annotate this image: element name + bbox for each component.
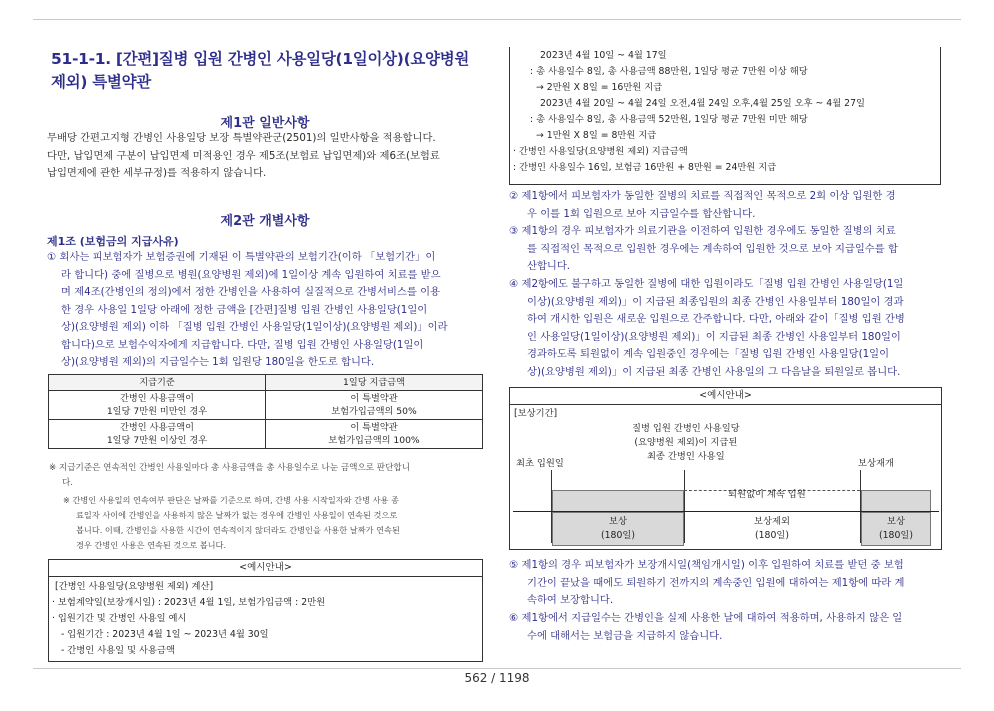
- table-row: [49, 420, 483, 449]
- article-heading: 제1조 (보험금의 지급사유): [47, 235, 179, 248]
- text-line: · 보험계약일(보장개시일) : 2023년 4월 1일, 보험가입금액 : 2만원: [52, 597, 326, 608]
- text-line: 라 합니다) 중에 질병으로 병원(요양병원 제외)에 1일이상 계속 입원하여 치료를 받으: [61, 268, 441, 281]
- text-line: 며 제4조(간병인의 정의)에서 정한 간병인을 사용하여 실질적으로 간병서비스를 이용: [61, 286, 440, 298]
- table-header-cell: 지급기준: [49, 375, 266, 391]
- text-line: ① 회사는 피보험자가 보험증권에 기재된 이 특별약관의 보험기간(이하 「보험기간」이: [47, 251, 436, 263]
- bottom-rule: [33, 668, 961, 669]
- text-line: · 입원기간 및 간병인 사용일 예시: [52, 613, 187, 624]
- article-paragraph-4: ④ 제2항에도 불구하고 동일한 질병에 대한 입원이라도「질병 입원 간병인 사용일당(1일 이상)(요양병원 제외)」이 지급된 최종입원의 최종 간병인 사용일부터 180일이 경과 하여 개시한 입원은 새로운 입원으로 간주합니다. 다만, 아래와 같이「질병 입원 간병 인 사용일당(1일이상)(요양병원 제외)」이 지급된 최종 간병인 사용일부터 180일이 경과하도록 퇴원없이 계속 입원중인 경우에는「질병 입원 간병인 사용일당(1일이 상)(요양병원 제외)」이 지급된 최종 간병인 사용일의 그 다음날을 퇴원일로 봅니다.: [509, 278, 905, 378]
- text-line: 납입면제에 관한 세부규정)를 적용하지 않습니다.: [47, 167, 267, 179]
- page-number: 562 / 1198: [464, 671, 530, 685]
- continuous-stay-label: 퇴원없이 계속 입원: [728, 489, 806, 500]
- top-rule: [33, 19, 961, 20]
- section1-heading: 제1관 일반사항: [220, 116, 310, 131]
- text-line: 한 경우 사용일 1일당 아래에 정한 금액을 [간편]질병 입원 간병인 사용일당(1일이: [61, 303, 428, 316]
- table-cell: 이 특별약관 보험가입금액의 50%: [266, 391, 483, 420]
- text-line: → 1만원 X 8일 = 8만원 지급: [536, 130, 657, 141]
- text-line: : 간병인 사용일수 16일, 보험금 16만원 + 8만원 = 24만원 지급: [513, 162, 777, 173]
- section1-body: [47, 130, 483, 183]
- text-line: [간병인 사용일당(요양병원 제외) 계산]: [55, 581, 214, 592]
- text-line: → 2만원 X 8일 = 16만원 지급: [536, 82, 663, 93]
- table-header-row: [49, 375, 483, 391]
- article-paragraph-1: [47, 249, 483, 372]
- text-line: 합니다)으로 보험수익자에게 지급합니다. 다만, 질병 입원 간병인 사용일당(1일이: [61, 338, 424, 351]
- section2-heading: 제2관 개별사항: [220, 214, 310, 229]
- text-line: - 간병인 사용일 및 사용금액: [61, 645, 175, 656]
- text-line: 상)(요양병원 제외) 이하 「질병 입원 간병인 사용일당(1일이상)(요양병원 제외)」이라: [61, 321, 448, 333]
- table-row: [49, 391, 483, 420]
- text-line: · 간병인 사용일당(요양병원 제외) 지급금액: [513, 146, 688, 157]
- text-line: 상)(요양병원 제외)의 지급일수는 1회 입원당 180일을 한도로 합니다.: [61, 356, 375, 368]
- text-line: 2023년 4월 20일 ~ 4월 24일 오전,4월 24일 오후,4월 25일 오후 ~ 4월 27일: [540, 98, 865, 109]
- example-title: <예시안내>: [49, 560, 482, 577]
- example-title: <예시안내>: [510, 388, 941, 405]
- text-line: 2023년 4월 10일 ~ 4월 17일: [540, 50, 667, 61]
- timeline-middle-label: 질병 입원 간병인 사용일당 (요양병원 제외)이 지급된 최종 간병인 사용일: [632, 423, 740, 462]
- note-continuity: ※ 간병인 사용일의 연속여부 판단은 날짜를 기준으로 하며, 간병 사용 시작일자와 간병 사용 종 료일자 사이에 간병인을 사용하지 않은 날짜가 없는 경우에 간병인 사용일이 연속된 것으로 봅니다. 이때, 간병인을 사용한 시간이 연속적이지 않더라도 간병인을 사용한 날짜가 연속된 경우 간병인 사용은 연속된 것으로 봅니다.: [63, 495, 400, 550]
- text-line: 무배당 간편고지형 간병인 사용일당 보장 특별약관군(2501)의 일반사항을 적용합니다.: [47, 132, 436, 144]
- text-line: - 입원기간 : 2023년 4월 1일 ~ 2023년 4월 30일: [61, 629, 269, 640]
- period-label: [보상기간]: [514, 408, 558, 419]
- example-box-calculation: [48, 559, 483, 662]
- example-box-continued: [509, 47, 941, 185]
- segment-1-label: 보상 (180일): [601, 516, 635, 541]
- article-paragraph-5: ⑤ 제1항의 경우 피보험자가 보장개시일(책임개시일) 이후 입원하여 치료를 받던 중 보험 기간이 끝났을 때에도 퇴원하기 전까지의 계속중인 입원에 대하여는 제1항에 따라 계 속하여 보장합니다.: [509, 559, 905, 606]
- text-line: : 총 사용일수 8일, 총 사용금액 52만원, 1일당 평균 7만원 미만 해당: [530, 114, 808, 125]
- article-paragraph-2: ② 제1항에서 피보험자가 동일한 질병의 치료를 직접적인 목적으로 2회 이상 입원한 경 우 이를 1회 입원으로 보아 지급일수를 합산합니다.: [509, 190, 896, 220]
- timeline-start-label: 최초 입원일: [516, 458, 564, 469]
- coverage-bar-1: [552, 490, 684, 512]
- coverage-bar-3: [861, 490, 931, 512]
- segment-3-label: 보상 (180일): [879, 516, 913, 541]
- segment-2-label: 보상제외 (180일): [754, 516, 790, 541]
- text-line: 다만, 납입면제 구분이 납입면제 미적용인 경우 제5조(보험료 납입면제)와 제6조(보험료: [47, 149, 440, 162]
- page-title: 51-1-1. [간편]질병 입원 간병인 사용일당(1일이상)(요양병원 제외) 특별약관: [51, 50, 470, 91]
- article-paragraph-3: ③ 제1항의 경우 피보험자가 의료기관을 이전하여 입원한 경우에도 동일한 질병의 치료 를 직접적인 목적으로 입원한 경우에는 계속하여 입원한 것으로 보아 지급일수를 합 산합니다.: [509, 225, 898, 272]
- article-paragraph-6: ⑥ 제1항에서 지급일수는 간병인을 실제 사용한 날에 대하여 적용하며, 사용하지 않은 일 수에 대해서는 보험금을 지급하지 않습니다.: [509, 612, 903, 642]
- table-header-cell: 1일당 지급금액: [266, 375, 483, 391]
- timeline-resume-label: 보상재개: [858, 458, 894, 469]
- text-line: : 총 사용일수 8일, 총 사용금액 88만원, 1일당 평균 7만원 이상 해당: [530, 66, 808, 77]
- note-payment-criteria: ※ 지급기준은 연속적인 간병인 사용일마다 총 사용금액을 총 사용일수로 나눈 금액으로 판단합니 다.: [49, 463, 411, 488]
- table-cell: 간병인 사용금액이 1일당 7만원 미만인 경우: [49, 391, 266, 420]
- table-cell: 이 특별약관 보험가입금액의 100%: [266, 420, 483, 449]
- table-cell: 간병인 사용금액이 1일당 7만원 이상인 경우: [49, 420, 266, 449]
- benefit-table: [48, 374, 483, 449]
